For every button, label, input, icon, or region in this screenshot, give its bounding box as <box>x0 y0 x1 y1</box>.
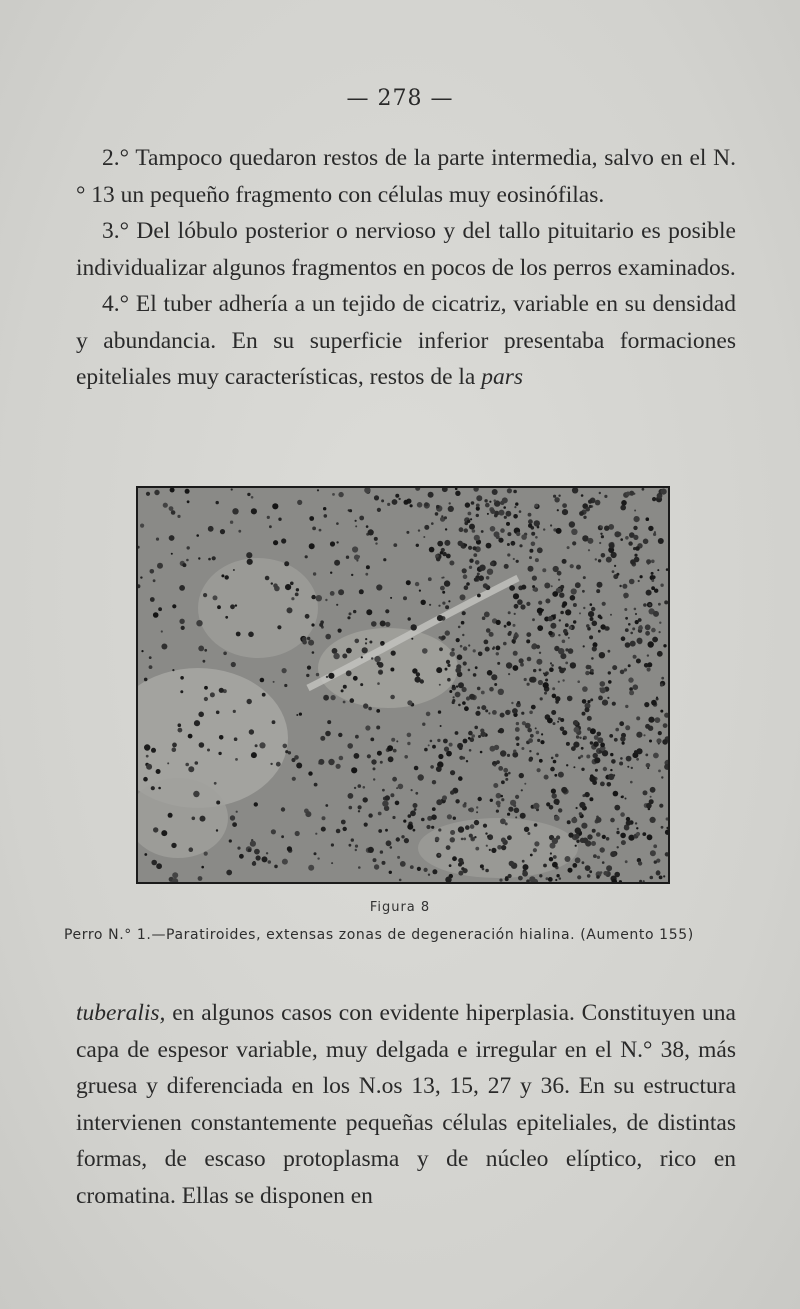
paragraph-2: 2.° Tampoco quedaron restos de la parte intermedia, salvo en el N.° 13 un pequeño fragmento con células muy eosinófilas. <box>76 145 736 208</box>
figure-label: Figura 8 <box>369 900 431 915</box>
paragraph-4-text: 4.° El tuber adhería a un tejido de cicatriz, variable en su densidad y abundancia. En su superficie inferior presentaba formaciones epiteliales muy características, restos de la <box>76 291 736 390</box>
bottom-text-block <box>76 995 736 1214</box>
figure-caption: Perro N.° 1.—Paratiroides, extensas zonas de degeneración hialina. (Aumento 155) <box>64 927 694 943</box>
page-number: — 278 — <box>346 86 454 111</box>
paragraph-3: 3.° Del lóbulo posterior o nervioso y del tallo pituitario es posible individualizar algunos fragmentos en pocos de los perros examinados. <box>76 218 736 281</box>
paragraph-continued-text: en algunos casos con evidente hiperplasia. Constituyen una capa de espesor variable, muy delgada e irregular en el N.° 38, más gruesa y diferenciada en los N.os 13, 15, 27 y 36. En su estructura intervienen constantemente pequeñas células epiteliales, de distintas formas, de escaso protoplasma y de núcleo elíptico, rico en cromatina. Ellas se disponen en <box>76 1000 736 1209</box>
italic-term-tuberalis: tuberalis, <box>76 1000 166 1026</box>
paragraph-continued <box>76 995 736 1214</box>
top-text-block <box>76 140 736 396</box>
micrograph-figure <box>136 486 670 884</box>
micrograph-image <box>138 488 668 882</box>
italic-term-pars: pars <box>481 364 523 390</box>
paragraph-4 <box>76 286 736 396</box>
